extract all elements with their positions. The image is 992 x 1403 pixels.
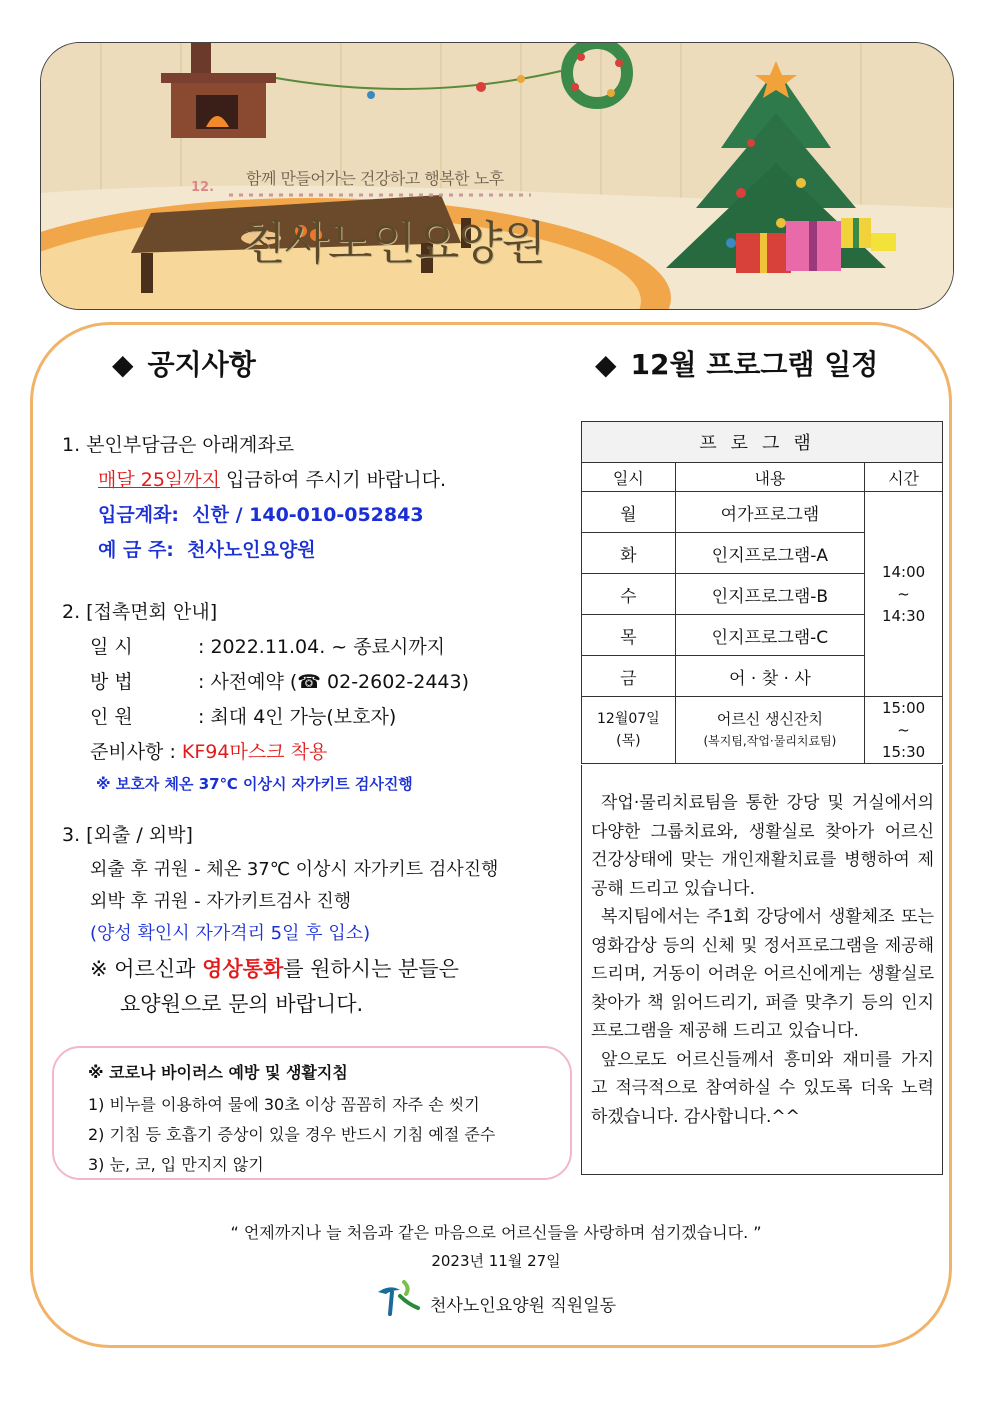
overnight-line: 외박 후 귀원 - 자가키트검사 진행 <box>90 891 352 912</box>
notice-1-line1: 1. 본인부담금은 아래계좌로 <box>62 434 295 456</box>
notice-1-line2: 매달 25일까지 입금하여 주시기 바랍니다. <box>98 469 447 491</box>
logo-icon <box>374 1278 422 1318</box>
day-cell: 화 <box>582 533 676 574</box>
column-header: 일시 <box>582 463 676 492</box>
banner-title: 천사노인요양원 <box>241 216 546 270</box>
phone-number: : 사전예약 (☎ 02-2602-2443) <box>198 671 470 693</box>
day-cell: 금 <box>582 656 676 697</box>
banner-subtitle: 함께 만들어가는 건강하고 행복한 노후 <box>246 169 504 188</box>
visit-date-row: 일 시 : 2022.11.04. ~ 종료시까지 <box>90 636 446 658</box>
visit-prep-row: 준비사항 : KF94마스크 착용 <box>90 741 328 763</box>
visit-people-row: 인 원 : 최대 4인 가능(보호자) <box>90 706 397 728</box>
program-cell: 인지프로그램-C <box>675 615 864 656</box>
day-cell: 목 <box>582 615 676 656</box>
diamond-icon: ◆ <box>112 348 134 381</box>
holder-line: 예 금 주: 천사노인요양원 <box>98 539 316 561</box>
month-mark: 12. <box>191 180 215 195</box>
notice-2-heading: 2. [접촉면회 안내] <box>62 601 218 623</box>
event-name-cell: 어르신 생신잔치 (복지팀,작업·물리치료팀) <box>675 697 864 764</box>
description-paragraph: 복지팀에서는 주1회 강당에서 생활체조 또는 영화감상 등의 신체 및 정서프로그램을 제공해 드리며, 거동이 어려운 어르신에게는 생활실로 찾아가 책 읽어드리기, 퍼즐 맞추기 등의 인지프로그램을 제공해 드리고 있습니다. <box>591 907 934 1041</box>
corona-rule: 1) 비누를 이용하여 물에 30초 이상 꼼꼼히 자주 손 씻기 <box>88 1095 480 1114</box>
video-call-highlight: 영상통화 <box>202 957 284 981</box>
program-cell: 인지프로그램-A <box>675 533 864 574</box>
column-header: 내용 <box>675 463 864 492</box>
notice-3-heading: 3. [외출 / 외박] <box>62 824 193 846</box>
video-call-line2: 요양원으로 문의 바랍니다. <box>120 992 364 1016</box>
schedule-heading: ◆ 12월 프로그램 일정 <box>595 348 879 381</box>
corona-rule: 2) 기침 등 호흡기 증상이 있을 경우 반드시 기침 예절 준수 <box>88 1125 496 1144</box>
weekly-time-cell: 14:00 ~ 14:30 <box>865 492 943 697</box>
day-cell: 월 <box>582 492 676 533</box>
header-banner <box>40 42 954 310</box>
corona-rule: 3) 눈, 코, 입 만지지 않기 <box>88 1155 264 1174</box>
description-paragraph: 앞으로도 어르신들께서 흥미와 재미를 가지고 적극적으로 참여하실 수 있도록 더욱 노력하겠습니다. 감사합니다.^^ <box>591 1049 934 1127</box>
table-title: 프로그램 <box>582 422 943 463</box>
video-call-line: ※ 어르신과 영상통화를 원하시는 분들은 <box>90 957 459 981</box>
diamond-icon: ◆ <box>595 348 617 381</box>
footer-organization: 천사노인요양원 직원일동 <box>430 1296 617 1316</box>
corona-guidelines-box <box>52 1046 572 1180</box>
program-table <box>581 421 943 764</box>
corona-title: ※ 코로나 바이러스 예방 및 생활지침 <box>88 1063 348 1082</box>
quarantine-line: (양성 확인시 자가격리 5일 후 입소) <box>90 923 371 944</box>
outing-line: 외출 후 귀원 - 체온 37℃ 이상시 자가키트 검사진행 <box>90 859 499 880</box>
description-paragraph: 작업·물리치료팀을 통한 강당 및 거실에서의 다양한 그룹치료와, 생활실로 찾아가 어르신 건강상태에 맞는 개인재활치료를 병행하여 제공해 드리고 있습니다. <box>591 793 934 899</box>
day-cell: 수 <box>582 574 676 615</box>
event-row <box>582 697 943 764</box>
mask-requirement: KF94마스크 착용 <box>181 741 328 763</box>
program-cell: 여가프로그램 <box>675 492 864 533</box>
column-header: 시간 <box>865 463 943 492</box>
footer-quote: “ 언제까지나 늘 처음과 같은 마음으로 어르신들을 사랑하며 섬기겠습니다. ” <box>230 1223 762 1242</box>
event-date-cell: 12월07일 (목) <box>582 697 676 764</box>
event-time-cell: 15:00 ~ 15:30 <box>865 697 943 764</box>
account-line: 입금계좌: 신한 / 140-010-052843 <box>98 504 424 526</box>
deadline-highlight: 매달 25일까지 <box>98 469 220 491</box>
account-number: 신한 / 140-010-052843 <box>192 504 424 526</box>
table-row <box>582 492 943 533</box>
program-cell: 어 · 찾 · 사 <box>675 656 864 697</box>
program-description <box>581 765 943 1175</box>
temperature-note: ※ 보호자 체온 37℃ 이상시 자가키트 검사진행 <box>96 775 413 793</box>
notice-heading: ◆ 공지사항 <box>112 348 256 381</box>
program-cell: 인지프로그램-B <box>675 574 864 615</box>
footer-date: 2023년 11월 27일 <box>431 1252 561 1270</box>
visit-method-row: 방 법 : 사전예약 (☎ 02-2602-2443) <box>90 671 470 693</box>
